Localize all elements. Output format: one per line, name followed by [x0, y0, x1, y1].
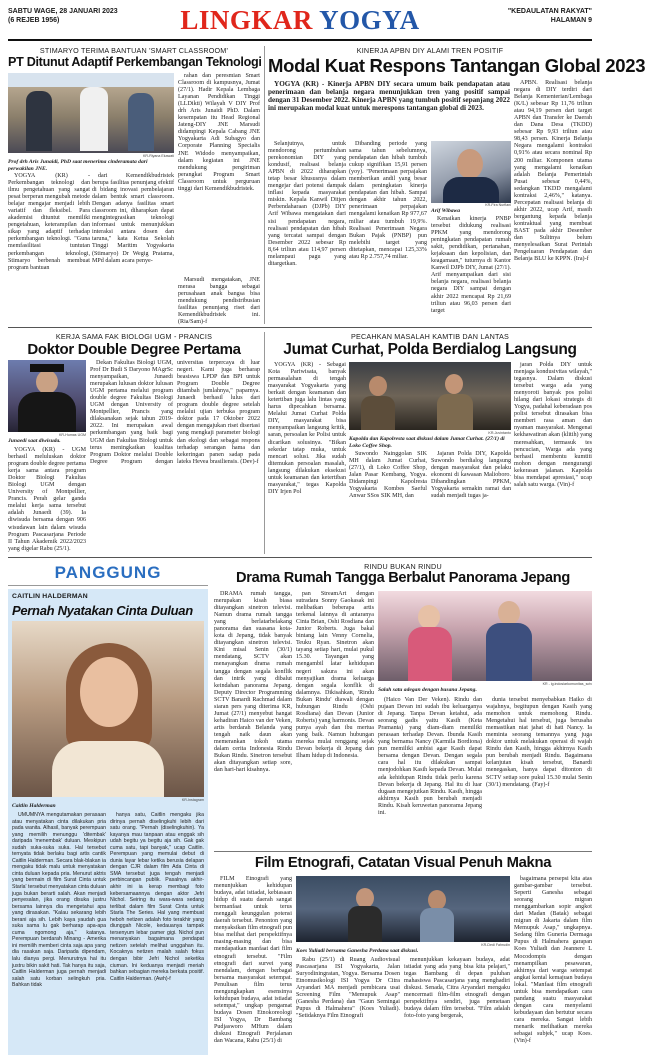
story2-col1: Selanjutnya, untuk mendorong pertumbuhan perekonomian DIY yang kondusif, realisasi belanja APBN di 2022 diharapkan tetap besar khususnya dalam mengejar dari potensi dampak inflasi kepada masyarakat miskin. Kepala Kanwil Ditjen Perbendaharaan (DJPb) DIY Arif Wibawa mengatakan dari sisi pendapatan negara, realisasi pendapatan dan hibah yang tercatat sampai dengan Desember 2022 sebesar Rp 8,64 triliun atau 114,97 persen melampaui pagu yang ditargetkan. — [268, 141, 346, 267]
story4-photo — [349, 362, 511, 430]
panggung-photo-caption: Caitlin Halderman — [12, 803, 56, 809]
story1-caption: Prof drh Aris Junaidi, PhD saat menerima cinderamata dari perwakilan JNE. — [8, 159, 148, 172]
story2-kicker: KINERJA APBN DIY ALAMI TREN POSITIF — [356, 46, 504, 55]
story1-col3-end: Marsudi mengatakan, JNE merasa bangga sebagai perusahaan anak bangsa bisa mendukung pendistribusian fasilitas penunjang riset dari Kemendikbudristek ini. (Ria/Sam)-f — [178, 277, 260, 326]
column-divider — [264, 332, 265, 554]
story5-photo — [378, 591, 592, 681]
story1-photo — [8, 73, 174, 153]
story3-headline: Doktor Double Degree Pertama — [27, 341, 241, 358]
section-rule — [214, 851, 592, 852]
story1-headline: PT Ditunut Adaptif Perkembangan Teknologi — [8, 55, 262, 69]
story5-col3: (Haico Van Der Veken). Rindu dan pujaan Devan ini sudah ibu keluarganya di Jepang. Tanpa Devan ketahui, ada seorang gadis yaitu Kasih (Keta Pramanta) yang diam-diam memiliki perasaan terhadap Devan. Ibunda Kasih yang bernama Nancy (Karmila Bordiona) pun memiliki ambisi agar Kasih dapat bersama dengan Devan. Dengan segala cara hal itu dilakukan sampai menjodohkan Kasih kepada Devan. Mulai ada kehidupan Rindu tidak perlu karena Devan bekerja di Jepang. Hal itu di luar dugaan mengejutkan Rindu. Kasih, hingga akhirnya Kasih pun berubah menjadi Rindu. Kisah keruwetan panorama Jepang ini. — [378, 697, 482, 816]
panggung-side-headline: Pernah Nyatakan Cinta Duluan — [12, 603, 193, 618]
story2-col4: APBN. Realisasi belanja negara di DIY terdiri dari Belanja Kementerian/Lembaga (K/L) sebesar Rp 11,76 triliun atau 94,19 persen dari target APBN dan Transfer ke Daerah dan Dana Desa (TKDD) sebesar Rp 9,93 triliun atau 98,43 persen. Kinerja Belanja Negara mengalami kontraksi 0,91% atau secara nominal Rp 200 miliar. Komponen utama yang mengalami kenaikan adalah Belanja Pemerintah Pusat sebesar 0,44%, sedangkan TKDD mengalami kontraksi 2,46%," katanya. Percepatan realisasi belanja di akhir 2022, ucap Arif, masih bergantung kepada belanja kontraktual yang membuat BAST pada akhir Desember dan Sulitnya belum menyelesaikan Surat Perintah Pengeluaran Pendapatan dan Belanja BLU ke KPPN. (Ira)-f — [514, 80, 592, 263]
section-rule — [8, 327, 592, 328]
story1-kicker: STIMARYO TERIMA BANTUAN 'SMART CLASSROOM' — [39, 46, 229, 55]
panggung-col1: UMUMNYA mengutamakan perasaan atau menyatakan cinta dilakukan pria pada wanita. Alhasil, banyak perempuan yang memilih menunggu 'ditembak' daripada 'menembak' duluan. Meskipun sudah suka-suka suka. Hal tersebut ternyata tidak berlaku bagi artis cantik Caitlin Halderman. Secara blak-blakan ia mengaku tidak malu untuk menyatakan cinta duluan kepada pria. Menurut aktris yang bermain di film Surat Cinta untuk Starla' tersebut menyatakan cinta duluan juga bukan berarti salah. Akan menjadi penyesalan, jika orang disuka justru bersama lainnya dia mengetahui apa yang dirasakan. "Kalau sekarang lebih berani aja sih. Lebih kaya yaudah gua suka sama lu gak berharap apa-apa cuma ngomong aja," katanya. Perempuan berdarah Minang - Amerika ini memilih memberi cinta saja apa yang dia rasakan saja. Daripada dipendam, lalu dianya pergi. Menurutnya hal itu justru bikin sakit hati. Tak hanya itu saja, Caitlin Halderman juga pernah menjadi salah satu korban selingkuh pria. Bahkan tidak — [12, 812, 106, 989]
story1-photo-credit: KR-Riyana Ekawati — [143, 154, 174, 158]
story5-col4: dunia tersebut menyebabkan Haiko di wajahnya, begitupun dengan Kasih yang memohon untuk memohong Rindu. Mengetahui hal tersebut, juga berusaha memastikan niat jahat di hati Nancy. Ia meminta seorang temannya yang juga doktor untuk melakukan operasi di wajah Rindu dan Kasih, hingga akhirnya Kasih pun berubah menjadi Rindu. Bagaimana kelanjutan kisah tersebut, Banardi menegaskan, hanya dapat ditonton di SCTV setiap sore pukul 15.30 mulai Senin (30/1) mendatang. (Fay)-f — [486, 697, 592, 788]
story2-col2: Dibanding periode yang sama tahun sebelumnya, pendapatan dan hibah tumbuh cukup signifikan 15,91 persen (yoy). "Penerimaan perpajakan memberikan andil yang besar dalam peningkatan kinerja pendapatan dan hibah. Sampai dengan akhir tahun 2022, penerimaan perpajakan mengalami kenaikan Rp 977,67 miliar atau tumbuh 19,9%. Realisasi Penerimaan Negara Bukan Pajak (PNBP) pun melebihi target yang ditetapkan, mencapai 125,33% atau Rp 2.757,74 miliar. — [349, 141, 427, 260]
story6-col1: FILM Etnografi yang menunjukkan kehidupan budaya, adat istiadat, kebiasaan hidup di suatu daerah sangat bermanfaat untuk terus menggali keunggulan potensi daerah tersebut. Penonton yang menyaksikan film etnografi pun bisa melihat dari perspektifnya masing-masing dan bisa mendapatkan manfaat dari film etnografi tersebut. "Film etnografi dari survei yang mendalam, dengan berbagai bersama masyarakat setempat. Penulisan film terus mengungkapkan esensinya kehidupan budaya, adat istiadat setempat," ungkap pengamat budaya Dosen Etnokoreologi ISI Yogya, Dr Bambang Pudjasworo MHum dalam diskusi Etnografi Perjalanan dan Wacana, Rabu (25/1) di — [214, 876, 293, 1045]
story3-photo-caption: Junaedi saat diwisuda. — [8, 438, 61, 444]
story4-col3: Jajaran Polda DIY, Kapolda Suwondo berdialog langsung dengan masyarakat dan pelaku ekonomi di kawasan Malioboro. Dibandingkan PPKM, Yogyakarta semakin ramai dan sudah menjadi tugas ja- — [431, 451, 511, 500]
story6-photo-caption: Koes Yuliadi bersama Ganesha Perdana saat diskusi. — [296, 948, 419, 954]
story1-col3: rahan dan peresmian Smart Classroom di kampusnya, Jumat (27/1). Hadir Kepala Lembaga Layanan Pendidikan Tinggi (LLDikti) Wilayah V DIY Prof drh Aris Junaidi PhD. Dalam kesempatan itu Head Regional Jateng-DIY JNE Marsudi didampingi Kepala Cabang JNE Yogyakarta Adi Subagyo dan Corporate Planning Specialis JNE Widodo menyampaikan, dalam kegiatan ini JNE mendukung pengiriman perangkat Program Smart Classroom untuk perguruan tinggi dari Kemendikbudristek. — [178, 73, 260, 192]
column-divider — [264, 46, 265, 324]
story6-photo-credit: KR-Dedi Fahrudin — [481, 943, 510, 947]
story2-photo — [431, 141, 511, 203]
story5-col1: DRAMA rumah tangga, merupakan kisah biasa ditayangkan sinetron televisi. Namun drama rumah tangga yang berlatarbelakang panorama dan suasana kota-kota di Jepang, tidak banyak ditayangkan sinetron televisi. Kini misal Senin (30/1) mendatang, SCTV akan menayangkan drama rumah tangga dengan segala konflik dan intrik yang dibalut keindahan panorama Jepang. Deputy Director Programming SCTV Banardi Rachmad dalam siaran pers yang diterima KR, Jumat (27/1) menyebut hangat kehadiran Haico van der Veken, artis berdarah Belanda yang tengah naik daun akan memerankan tokoh utama dalam cerita Indonesia Rindu Bukan Rindu. Sinetron tersebut akan ditayangkan setiap sore, dan hari-hari kisahnya. — [214, 591, 292, 774]
panggung-photo-credit: KR-Instagram — [181, 798, 204, 802]
section-rule — [8, 557, 592, 558]
panggung-label: PANGGUNG — [54, 563, 162, 582]
panggung-col2: hanya satu, Caitlin mengaku jika dirinya pernah diselingkuhi lebih dari satu orang. "Pernah (diselingkuhin). Ya kayanya mau tanpaan atau enggak sih udah begitu ya begitu aja sih. Gak gak cuma satu, tapi banyak," ucap Caitlin. Perempuan yang memulai debut di dunia layar lebar ketika berusia delapan dengan CJR dalam film Ada Cinta di SMA tersebut juga tengah menjadi perbincangan publik. Pasalnya akhir-akhir ini ia kerap membagi foto kebersamaannya dengan aktor Jefri Nichol. Seiring itu wara-wara sedang terlibat dalam film Surat Cinta untuk Starla The Series. Hal yang membuat heboh netizen adalah foto terakhir yang diunggah Nicole, kedauanya tampak tersenyum lebar pamer gigi. Nichol pun menanyakan bagaimana pendapat netizen setelah melihat unggahan itu. Kocaknya netizen malah salah fokus dengan bibir Jefri Nichol seketika ciuman. Ini keduanya menjadi meriah bahkan sebagian mereka berkata positif. Caitlin Halderman. (Awh)-f — [110, 812, 204, 982]
date-javanese: (6 REJEB 1956) — [8, 17, 60, 24]
logo-yogya: YOGYA — [319, 5, 420, 35]
story1-col1: YOGYA (KR) - Perkembangan teknologi dan ilmu pengetahuan yang sangat pesat berperan mengubah metode belajar mengajar menjadi lebih variatif dan fleksibel. Para akademisi dituntut memiliki pengetahuan, keterampilan dan sikap yang adaptif terhadap perkembangan teknologi. "Guna memfasilitasi tuntutan perkembangan teknologi, Stimaryo berbenah membuat program bantuan — [8, 173, 90, 271]
story2-photo-credit: KR-Fira Nurfiani — [485, 203, 511, 207]
story4-kicker: PECAHKAN MASALAH KAMTIB DAN LANTAS — [350, 332, 510, 341]
story2-lead: YOGYA (KR) - Kinerja APBN DIY secara umum baik pendapatan atau penerimaan dan belanja negara menunjukkan tren yang positif sampai dengan 31 Desember 2022. Kinerja APBN yang tumbuh positif sepanjang 2022 ini merupakan modal kuat untuk merespons tantangan global di 2023. — [268, 80, 510, 113]
story4-col1: YOGYA (KR) - Sebagai Kota Pariwisata, banyak permasalahan di tengah masyarakat Yogyakarta yang berkait dengan keamanan dan ketertiban juga lalu lintas yang harus dipecahkan bersama. Melalui Jumat Curhat Polda DIY, masyarakat bisa menyampaikan langsung kritik, saran, persoalan ke Polisi untuk dicarikan solusinya. "Bikan sekedar tatap muka, untuk mencari solusi. Jika sudah ditemukan persoalan masalah, langsung dilakukan eksekusi untuk keamanan dan ketertiban masyarakat," tegas Kapolda DIY Irjen Pol — [268, 362, 346, 495]
story6-col4: bagaimana persepsi kita atas gambar-gambar tersebut. Seperti Ganesha sebagai seorang migran menggambarkan sopir angkot dari Madan (Batak) sebagai migran di Jakarta dalam film Memupuk Asap," ungkapnya. Sedang film Guneria Dermaga Pupus di Halmahera garapan Koes Yuliadi dan Jeannere L Mocodompis dengan menampilkan pesawaran, akhirnya dari warga setempat angkat kental kemajuan budaya lokal. "Manfaat film etnografi untuk bisa mendapatkan cara pandang suatu masyarakat dengan cara menyelami kebudayaan dan bertutur secara cara mereka. Sangat lebih menarik melihatkan mereka sebagai subjek," ucap Koes. (Vin)-f — [514, 876, 592, 1045]
story4-photo-caption: Kapolda dan Kapolresta saat diskusi dalam Jumat Curhat. (27/1) di Loko Coffee Shop. — [349, 436, 505, 449]
panggung-section-label — [8, 561, 208, 586]
page-number: HALAMAN 9 — [550, 17, 592, 24]
story4-photo-credit: KR-Juvintanto — [488, 431, 511, 435]
story3-col2: Dekan Fakultas Biologi UGM, Prof Dr Budi S Daryono MAgrSc menyampaikan, Junaedi merupakan lulusan doktor lulusan UGM pertama melalui program double degree Fakultas Biologi UGM dengan University of Montpellier, Prancis yang dilaksanakan sejak tahun 2019-2022. Ini merupakan awal perkembangan yang baik bagi UGM dan Fakultas Biologi untuk terus meningkatkan kualitas Program Doktor melalui Double Degree Program dengan universitas terpercaya di luar negeri. Kami juga berharap beasiswa LPDP dan BPI untuk Program Double Degree ditambah jumlahnya," paparnya. Junaedi berhasil lulus dari program double degree setelah melalui ujian terbuka program doktor pada 17 Oktober 2022 dengan mengajukan riset disertasi yang mengkaji parameter biologi dan ekologi dan sebagai respons terhadap serangan hama dan kekeringan panen sadap pada lateks Hevea brasiliensis. (Dev)-f — [90, 360, 260, 465]
story5-photo-credit: KR - ig.indosiarkomunitas_sctv — [542, 682, 592, 686]
story2-col3: Kenaikan kinerja PNBP tersebut didukung realisasi PPKM yang mendorong peningkatan pendapatan rumah sakit, pendidikan, pertanahan, kejaksaan dan kepolisian, dan keagamaan," tuturnya di Kantor Kanwil DJPb DIY, Jumat (27/1). Arif menyampaikan dari sisi belanja negara, realisasi belanja negara DIY sampai dengan akhir 2022 mencapai Rp 21,69 triliun atau 96,03 persen dari target — [431, 216, 511, 314]
story5-kicker: RINDU BUKAN RINDU — [364, 562, 442, 571]
story1-col2: dari Kemendikbudristek berupa fasilitas penunjang efektif di bidang inovasi pembelajaran dalam bentuk smart classroom. Dengan adanya fasilitas smart classroom ini, diharapkan dapat mengintegrasikan teknologi informasi untuk menunjukkan interaksi antara dosen dan taruna," kata Ketua Sekolah Tinggi Maritim Yogyakarta (Stimaryo) Dr Wegig Pratama, MPd dalam acara penye- — [92, 173, 174, 264]
panggung-photo — [12, 621, 204, 797]
masthead-rule — [8, 39, 592, 41]
page-section-info — [442, 7, 592, 25]
date-gregorian: SABTU WAGE, 28 JANUARI 2023 — [8, 8, 118, 15]
story2-headline: Modal Kuat Respons Tantangan Global 2023 — [268, 55, 645, 76]
story4-col4: jaran Polda DIY untuk menjaga kondusivitas wilayah," tegasnya. Dalam diskusi tersebut warga ada yang menyoroti banyak pos polisi hilang dari lokasi strategis di Yogya, padahal keberadaan pos polisi tersebut dirasakan bisa memberi rasa aman dan nyaman masyarakat. Mengenai kekhawatiran akan (klitih) yang meresahkan, termasuk tes pencucian, Warga ada yang berhasil membentu kumtiti mohon dengan mengurangi kekerasan jalanan. Kapolda bisa mendapat apresiasi," ucap salah satu warga. (Vin)-f — [514, 362, 592, 488]
story3-photo — [8, 360, 86, 432]
story6-headline: Film Etnografi, Catatan Visual Penuh Makna — [254, 855, 552, 871]
story6-col2: Rabu (25/1) di Ruang Audiovisual Pascasarjana ISI Yogyakarta, Jalan Suryodiningratan, Yogya. Bersama Dosen Etnomusikologi ISI Yogya Dr Citra Aryandari MA menjadi pembicara usai Screening Film "Memupuk Asap" (Ganesha Perdana) dan "Gaun Semingai Pupus di Halmahera" (Koes Yuliadi). "Setidaknya Film Etnografi — [296, 957, 400, 1020]
panggung-side-name: CAITLIN HALDERMAN — [12, 593, 88, 600]
story6-photo — [296, 876, 510, 942]
story6-col3: menunjukkan kekayaan budaya, adat istiadat yang ada yang bisa kita pelajari," tegas Bambang di depan puluhan mahasiswa Pascasarjana yang menghadiri diskusi. Senada, Citra Aryandari mengaku mencermati film-film etnografi dengan perspektifnya sendiri, juga pemetaan budaya dalam film tersebut. "Film adalah foto-foto yang bergerak, — [404, 957, 510, 1020]
story5-col2: pan StreamArt dengan sutradara Sonny Gaokasak ini melibatkan beberapa artis terkenal lainnya di antaranya Cinta Brian, Oshi Rosdiana dan Junior Roberts. Juga bakal bintang lain Venny Cornelia, Teuku Ryan. Sinetron akan tayang setiap hari, mulai pukul 15.30. Tayangan yang mengambil latar kehidupan negeri sakura ini akan menyajikan drama keluarga dengan segala konflik di dalamnya. Dikisahkan, 'Rindu Bukan Rindu' diawali dengan hubungan Rindu (Oshi Rosdiana) dan Devan (Junior Roberts) yang harmonis. Devan punya ayah dan ibu mertua yang baik. Namun hubungan mereka mulai renggang sejak Devan bekerja di Jepang dan Ilham hidup di Indonesia. — [296, 591, 374, 760]
story5-headline: Drama Rumah Tangga Berbalut Panorama Jepang — [236, 570, 570, 586]
story5-photo-caption: Salah satu adegan dengan busana Jepang. — [378, 687, 477, 693]
publisher-name: "KEDAULATAN RAKYAT" — [507, 8, 592, 15]
story4-headline: Jumat Curhat, Polda Berdialog Langsung — [283, 341, 577, 358]
story2-photo-caption: Arif Wibawa — [431, 208, 461, 214]
story3-kicker: KERJA SAMA FAK BIOLOGI UGM - PRANCIS — [55, 332, 213, 341]
story3-col1: YOGYA (KR) - UGM berhasil meluluskan doktor program double degree pertama kerja sama antara program Doktor Biologi Fakultas Biologi UGM dengan University of Montpellier, Prancis. Perah gelar ganda melalui kerja sama tersebut adalah Junaedi (39). Ia diwisuda bersama dengan 906 wisudawan lain dalam wisuda Program Pascasarjana Periode II Tahun Akademik 2022/2023 yang digelar Rabu (25/1). — [8, 447, 86, 552]
logo-lingkar: LINGKAR — [180, 5, 313, 35]
story4-col2: Suwondo Nainggolan SIK MH dalam Jumat Curhat, (27/1), di Loko Coffee Shop, Jalan Pasar Kembang, Yogya. Didampingi Kapolresta Yogyakarta Kombes Saeful Anwar SSos SIK MH, dan — [349, 451, 427, 500]
story3-photo-credit: KR-Humas UGM — [59, 433, 86, 437]
